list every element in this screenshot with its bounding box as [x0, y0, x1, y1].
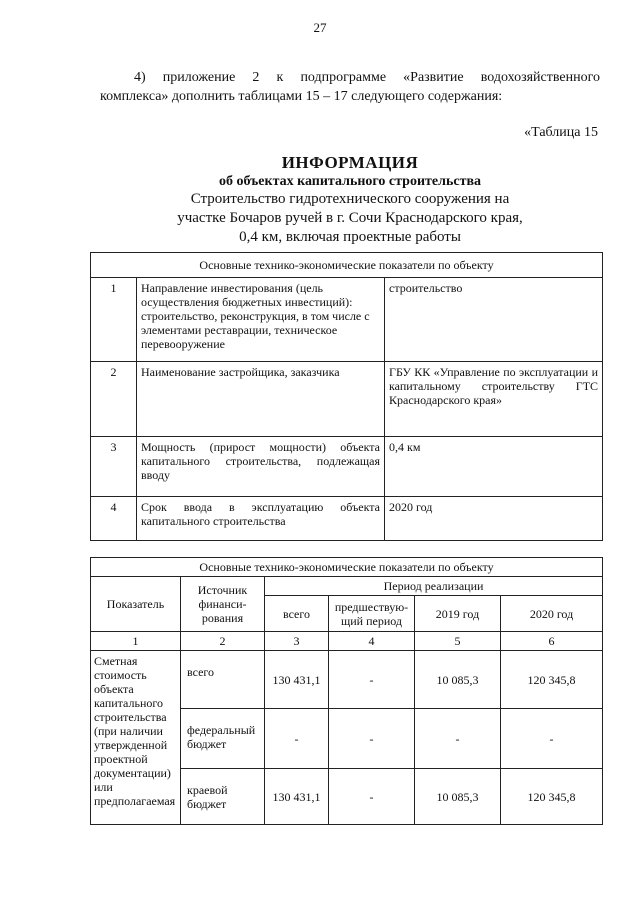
value-total: 130 431,1 [265, 651, 329, 709]
doc-title: ИНФОРМАЦИЯ [281, 153, 419, 172]
col-number: 4 [329, 632, 415, 651]
row-number: 3 [91, 437, 137, 497]
table-reference: «Таблица 15 [524, 125, 598, 140]
col-number: 6 [501, 632, 603, 651]
table-header: Основные технико-экономические показатели по объекту [91, 253, 603, 278]
col-number: 5 [415, 632, 501, 651]
col-number: 2 [181, 632, 265, 651]
value-2020: - [501, 709, 603, 769]
value-prev: - [329, 709, 415, 769]
table-row [91, 437, 603, 497]
row-label: Мощность (прирост мощности) объекта капитального строительства, подлежащая вводу [137, 437, 385, 497]
row-label: Направление инвестирования (цель осуществления бюджетных инвестиций): строительство, реконструкция, в том числе с элементами реставрации, техническое перевооружение [137, 278, 385, 362]
object-name-line-3: 0,4 км, включая проектные работы [239, 229, 461, 245]
table-row [91, 497, 603, 541]
table-row [91, 362, 603, 437]
table-row [91, 278, 603, 362]
source-cell: всего [181, 651, 265, 709]
value-2019: 10 085,3 [415, 769, 501, 825]
row-value: 2020 год [385, 497, 603, 541]
doc-subtitle: об объектах капитального строительства [218, 174, 482, 189]
col-header-total: всего [265, 596, 329, 632]
table-row [91, 651, 603, 709]
object-name-line-1: Строительство гидротехнического сооружения на [190, 191, 510, 207]
indicator-cell: Сметная стоимость объекта капитального строительства (при наличии утвержденной проектной документации) или предполагаемая [91, 651, 181, 825]
table-header: Основные технико-экономические показатели по объекту [91, 558, 603, 577]
intro-paragraph [100, 68, 600, 106]
col-number: 3 [265, 632, 329, 651]
value-total: 130 431,1 [265, 769, 329, 825]
source-cell: федеральный бюджет [181, 709, 265, 769]
value-2019: 10 085,3 [415, 651, 501, 709]
row-value: строительство [385, 278, 603, 362]
value-prev: - [329, 651, 415, 709]
source-cell: краевой бюджет [181, 769, 265, 825]
value-2020: 120 345,8 [501, 651, 603, 709]
value-2019: - [415, 709, 501, 769]
indicators-table [90, 252, 603, 541]
object-name-line-2: участке Бочаров ручей в г. Сочи Краснодарского края, [177, 210, 523, 226]
col-header-period: Период реализации [265, 577, 603, 596]
intro-line-1: 4) приложение 2 к подпрограмме «Развитие водохозяйственного [134, 70, 600, 85]
col-header-2019: 2019 год [415, 596, 501, 632]
col-header-2020: 2020 год [501, 596, 603, 632]
row-number: 4 [91, 497, 137, 541]
row-value: 0,4 км [385, 437, 603, 497]
row-label: Срок ввода в эксплуатацию объекта капитального строительства [137, 497, 385, 541]
col-header-indicator: Показатель [91, 577, 181, 632]
row-number: 1 [91, 278, 137, 362]
page-number: 27 [313, 20, 327, 35]
object-name [100, 190, 600, 247]
row-number: 2 [91, 362, 137, 437]
intro-line-2: комплекса» дополнить таблицами 15 – 17 следующего содержания: [100, 89, 503, 104]
cost-table [90, 557, 603, 825]
value-prev: - [329, 769, 415, 825]
col-number: 1 [91, 632, 181, 651]
col-header-source: Источник финанси-рования [181, 577, 265, 632]
col-header-prev: предшествую-щий период [329, 596, 415, 632]
row-label: Наименование застройщика, заказчика [137, 362, 385, 437]
value-total: - [265, 709, 329, 769]
value-2020: 120 345,8 [501, 769, 603, 825]
row-value: ГБУ КК «Управление по эксплуатации и капитальному строительству ГТС Краснодарского края» [385, 362, 603, 437]
